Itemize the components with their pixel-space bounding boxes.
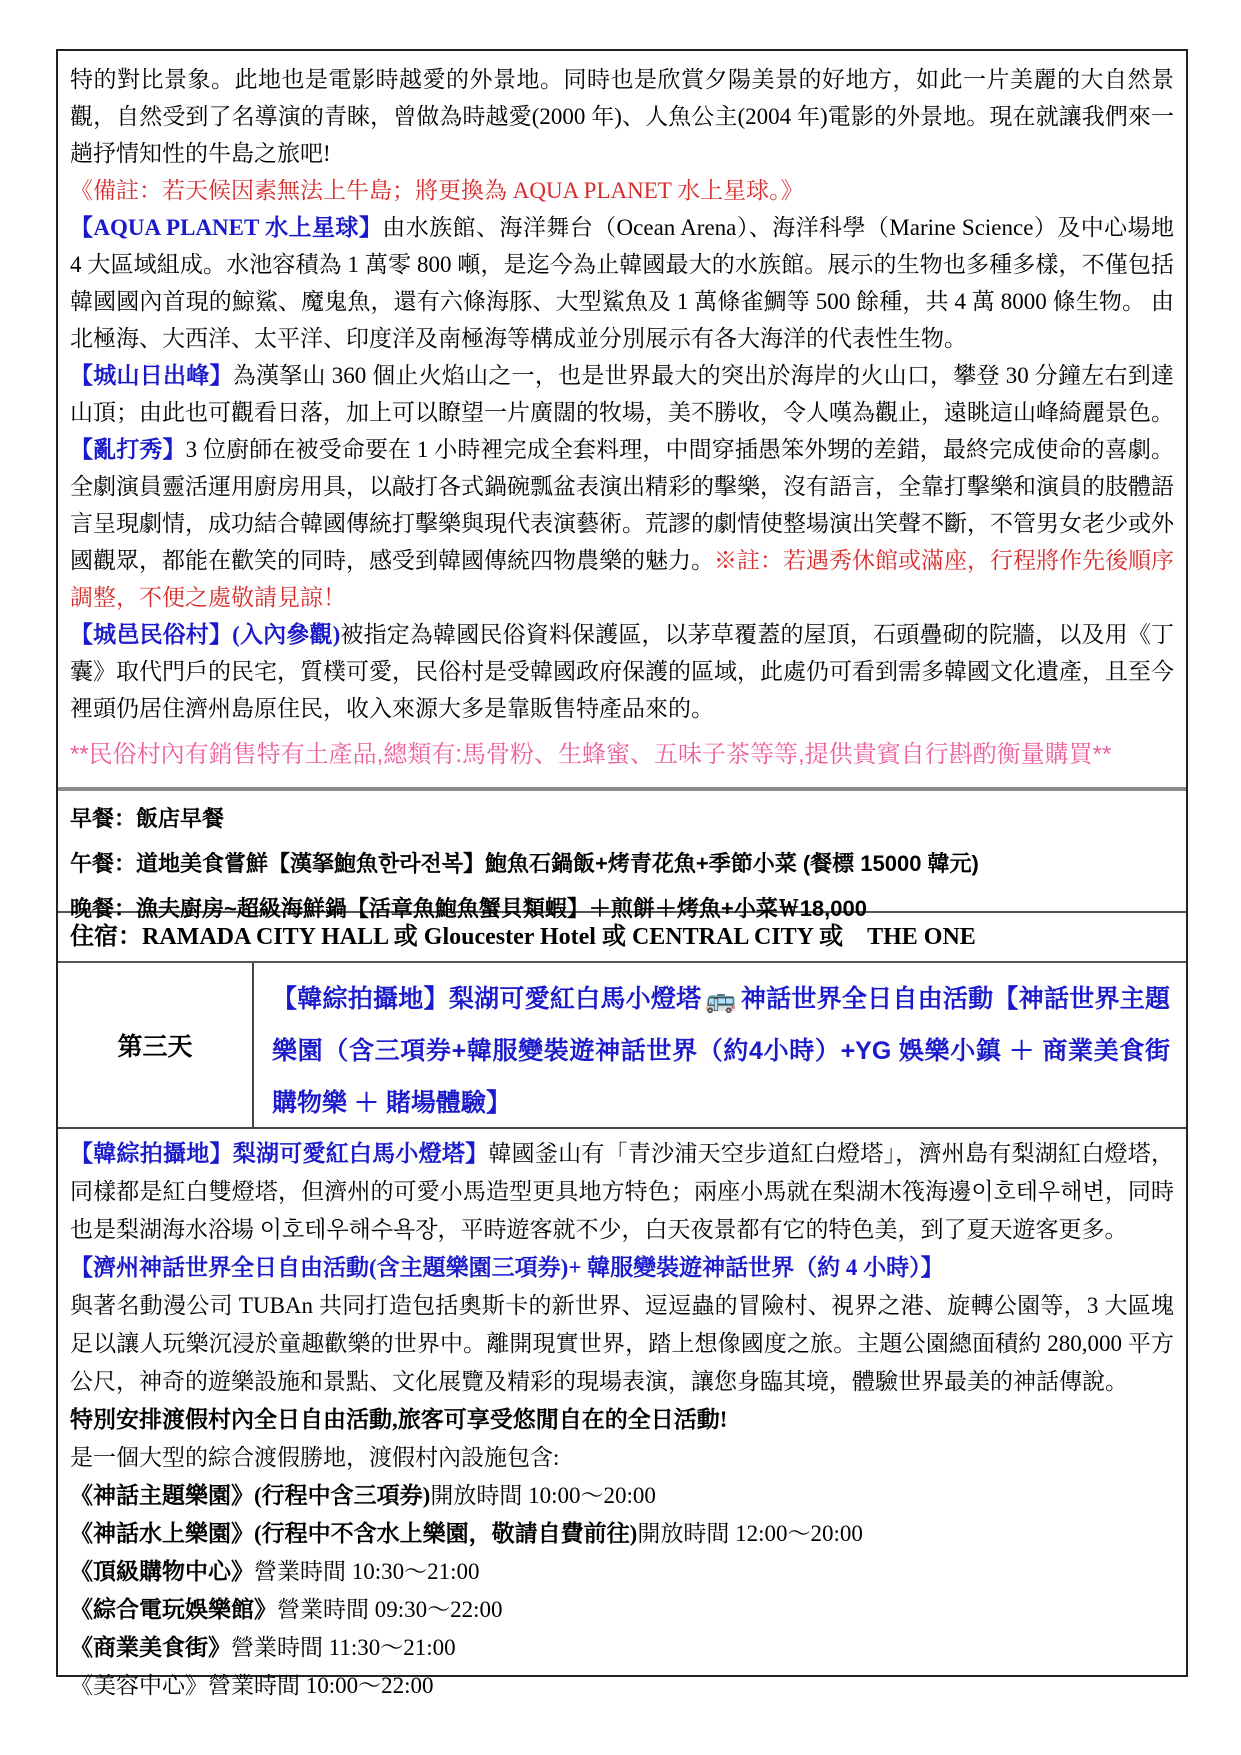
free-day-note: 特別安排渡假村內全日自由活動,旅客可享受悠閒自在的全日活動! xyxy=(70,1407,728,1432)
shinhwa-world-body: 與著名動漫公司 TUBAn 共同打造包括奧斯卡的新世界、逗逗蟲的冒險村、視界之港、旋轉公園等，3 大區塊足以讓人玩樂沉浸於童趣歡樂的世界中。離開現實世界，踏上想像國度之旅。主題公園總面積約 280,000 平方公尺，神奇的遊樂設施和景點、文化展覽及精彩的現場表演，讓您身臨其境，體驗世界最美的神話傳說。 xyxy=(70,1293,1174,1394)
resort-intro-line: 是一個大型的綜合渡假勝地，渡假村內設施包含: xyxy=(70,1445,560,1470)
facility-name: 《美容中心》 xyxy=(70,1673,208,1698)
aqua-planet-body: 由水族館、海洋舞台（Ocean Arena）、海洋科學（Marine Science）及中心場地 4 大區域組成。水池容積為 1 萬零 800 噸，是迄今為止韓國最大的水族館。展示的生物也多種多樣，不僅包括韓國國內首現的鯨鯊、魔鬼魚，還有六條海豚、大型鯊魚及 1 萬條雀鯛等 500 餘種，共 4 萬 8000 條生物。 由北極海、大西洋、太平洋、印度洋及南極海等構成並分別展示有各大海洋的代表性生物。 xyxy=(70,215,1174,351)
dinner-line: 晚餐：漁夫廚房~超級海鮮鍋【活章魚鮑魚蟹貝類蝦】＋煎餅＋烤魚+小菜￦18,000 xyxy=(70,896,867,921)
itinerary-table xyxy=(56,49,1188,1698)
lunch-line: 午餐：道地美食嘗鮮【漢拏鮑魚한라전복】鮑魚石鍋飯+烤青花魚+季節小菜 (餐標 15000 韓元) xyxy=(70,851,979,876)
nanta-show-body: 3 位廚師在被受命要在 1 小時裡完成全套料理，中間穿插愚笨外甥的差錯，最終完成使命的喜劇。全劇演員靈活運用廚房用具，以敲打各式鍋碗瓢盆表演出精彩的擊樂，沒有語言，全靠打擊樂和演員的肢體語言呈現劇情，成功結合韓國傳統打擊樂與現代表演藝術。荒謬的劇情使整場演出笑聲不斷，不管男女老少或外國觀眾，都能在歡笑的同時，感受到韓國傳統四物農樂的魅力。 xyxy=(70,437,1175,573)
day3-title-part1: 【韓綜拍攝地】梨湖可愛紅白馬小燈塔 xyxy=(272,985,702,1013)
nanta-show-title: 【亂打秀】 xyxy=(70,437,186,462)
facility-line-shopping-mall xyxy=(70,1553,1174,1591)
day3-label-cell xyxy=(58,963,254,1127)
facility-hours: 營業時間 11:30～21:00 xyxy=(231,1635,456,1660)
folk-village-body: 被指定為韓國民俗資料保護區，以茅草覆蓋的屋頂，石頭疊砌的院牆，以及用《丁囊》取代門戶的民宅，質樸可愛，民俗村是受韓國政府保護的區域，此處仍可看到需多韓國文化遺產，且至今裡頭仍居住濟州島原住民，收入來源大多是靠販售特產品來的。 xyxy=(70,622,1175,721)
folk-village-shopping-note: **民俗村內有銷售特有土產品,總類有:馬骨粉、生蜂蜜、五味子茶等等,提供貴賓自行斟酌衡量購買** xyxy=(70,741,1112,768)
day2-description-cell xyxy=(58,51,1186,787)
nanta-show-note: ※註：若遇秀休館或滿座，行程將作先後順序調整，不便之處敬請見諒！ xyxy=(70,548,1174,610)
bus-icon: 🚌 xyxy=(705,986,737,1014)
meals-cell xyxy=(58,787,1186,921)
facility-name: 《商業美食街》 xyxy=(70,1635,231,1660)
facility-hours: 營業時間 09:30～22:00 xyxy=(277,1597,503,1622)
iho-lighthouse-body: 韓國釜山有「青沙浦天空步道紅白燈塔」，濟州島有梨湖紅白燈塔，同樣都是紅白雙燈塔，但濟州的可愛小馬造型更具地方特色；兩座小馬就在梨湖木筏海邊이호테우해변，同時也是梨湖海水浴場 이호테우해수욕장，平時遊客就不少，白天夜景都有它的特色美，到了夏天遊客更多。 xyxy=(70,1141,1175,1242)
iho-lighthouse-title: 【韓綜拍攝地】梨湖可愛紅白馬小燈塔】 xyxy=(70,1141,489,1166)
seongsan-paragraph xyxy=(70,357,1174,431)
day3-label: 第三天 xyxy=(117,1033,193,1061)
day2-weather-remark: 《備註：若天候因素無法上牛島；將更換為 AQUA PLANET 水上星球。》 xyxy=(70,178,804,203)
facility-hours: 開放時間 12:00～20:00 xyxy=(637,1521,863,1546)
folk-village-title: 【城邑民俗村】(入內參觀) xyxy=(70,622,341,647)
facility-name: 《神話主題樂園》(行程中含三項券) xyxy=(70,1483,431,1508)
aqua-planet-paragraph xyxy=(70,209,1174,357)
facility-line-beauty-center xyxy=(70,1667,1174,1705)
seongsan-title: 【城山日出峰】 xyxy=(70,363,233,388)
facility-name: 《綜合電玩娛樂館》 xyxy=(70,1597,277,1622)
hotel-cell xyxy=(58,911,1186,961)
day2-intro-text: 特的對比景象。此地也是電影時越愛的外景地。同時也是欣賞夕陽美景的好地方，如此一片美麗的大自然景觀，自然受到了名導演的青睞，曾做為時越愛(2000 年)、人魚公主(2004 年)電影的外景地。現在就讓我們來一趟抒情知性的牛島之旅吧! xyxy=(70,67,1174,166)
hotel-line: 住宿：RAMADA CITY HALL 或 Gloucester Hotel 或 CENTRAL CITY 或 THE ONE xyxy=(70,924,976,950)
day3-title-part2: 神話世界全日自由活動【神話世界主題樂園（含三項券+韓服變裝遊神話世界（約4小時）+YG 娛樂小鎮 ＋ 商業美食街購物樂 ＋ 賭場體驗】 xyxy=(272,985,1170,1117)
facility-name: 《頂級購物中心》 xyxy=(70,1559,254,1584)
facility-name: 《神話水上樂園》(行程中不含水上樂園，敬請自費前往) xyxy=(70,1521,638,1546)
shinhwa-world-title: 【濟州神話世界全日自由活動(含主題樂園三項券)+ 韓服變裝遊神話世界（約 4 小時）】 xyxy=(70,1255,944,1280)
facility-line-water-park xyxy=(70,1515,1174,1553)
facility-line-theme-park xyxy=(70,1477,1174,1515)
folk-village-paragraph xyxy=(70,616,1174,727)
facility-hours: 營業時間 10:00～22:00 xyxy=(208,1673,434,1698)
facility-line-food-street xyxy=(70,1629,1174,1667)
breakfast-line: 早餐：飯店早餐 xyxy=(70,806,225,831)
day3-description-cell xyxy=(58,1127,1186,1698)
day3-header-row xyxy=(58,961,1186,1127)
iho-lighthouse-paragraph xyxy=(70,1135,1174,1249)
nanta-paragraph xyxy=(70,431,1174,616)
day3-title-cell xyxy=(254,963,1186,1127)
facility-line-arcade xyxy=(70,1591,1174,1629)
facility-hours: 營業時間 10:30～21:00 xyxy=(254,1559,480,1584)
aqua-planet-title: 【AQUA PLANET 水上星球】 xyxy=(70,215,383,240)
facility-hours: 開放時間 10:00～20:00 xyxy=(430,1483,656,1508)
seongsan-body: 為漢拏山 360 個止火焰山之一，也是世界最大的突出於海岸的火山口，攀登 30 分鐘左右到達山頂；由此也可觀看日落，加上可以瞭望一片廣闊的牧場，美不勝收，令人嘆為觀止，遠眺這山峰綺麗景色。 xyxy=(70,363,1175,425)
